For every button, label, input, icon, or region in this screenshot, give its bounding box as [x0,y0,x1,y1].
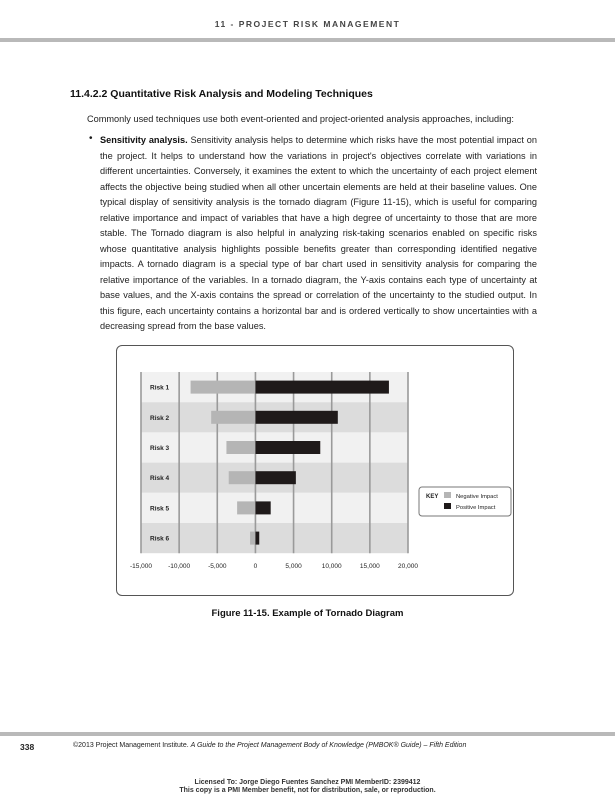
top-rule [0,38,615,42]
footer-credit [73,742,466,749]
negative-impact-bar [226,441,255,454]
license-line-2: This copy is a PMI Member benefit, not for distribution, sale, or reproduction. [179,787,436,794]
category-label: Risk 6 [150,535,170,543]
page-number: 338 [20,742,35,752]
section-heading: 11.4.2.2 Quantitative Risk Analysis and Modeling Techniques [70,88,373,100]
intro-paragraph: Commonly used techniques use both event-oriented and project-oriented analysis approaches, including: [87,114,514,124]
positive-impact-bar [255,411,337,424]
tornado-chart [117,346,515,597]
running-head: 11 - PROJECT RISK MANAGEMENT [214,19,401,29]
x-tick-label: 15,000 [359,563,380,571]
x-tick-label: -15,000 [129,563,153,571]
bullet-paragraph [100,133,537,335]
x-tick-label: -10,000 [168,563,191,571]
bullet-title: Sensitivity analysis. [100,135,188,145]
positive-impact-bar [255,441,320,454]
bullet-body: Sensitivity analysis helps to determine which risks have the most potential impact on the project. It helps to understand how the variations in project's objectives correlate with variations in different uncertainties. Conversely, it examines the extent to which the uncertainty of each project element affects the objective being studied when all other uncertain elements are held at their baseline values. One typical display of sensitivity analysis is the tornado diagram (Figure 11-15), which is useful for comparing relative importance and impact of variables that have a high degree of uncertainty to those that are more stable. The Tornado diagram is also helpful in analyzing risk-taking scenarios enabled on specific risks whose quantitative analysis highlights possible benefits greater than corresponding identified negative impacts. A tornado diagram is a special type of bar chart used in sensitivity analysis for comparing the relative importance of the variables. In a tornado diagram, the Y-axis contains each type of uncertainty at base values, and the X-axis contains the spread or correlation of the uncertainty to the studied output. In this figure, each uncertainty contains a horizontal bar and is ordered vertically to show uncertainties with a decreasing spread from the base values. [100,135,537,331]
negative-impact-bar [191,381,256,394]
legend-swatch-positive [444,503,451,509]
positive-impact-bar [255,381,389,394]
bottom-rule [0,732,615,736]
category-label: Risk 4 [150,475,170,483]
legend-label-negative: Negative Impact [456,494,498,500]
sensitivity-analysis-bullet [89,133,537,335]
category-label: Risk 5 [150,505,170,513]
x-tick-label: 20,000 [398,563,418,571]
x-tick-label: 10,000 [321,563,342,571]
legend-box [419,487,511,516]
category-label: Risk 3 [150,445,170,452]
credit-title: A Guide to the Project Management Body of Knowledge (PMBOK® Guide) – Fifth Edition [190,742,467,749]
license-line-1: Licensed To: Jorge Diego Fuentes Sanchez PMI MemberID: 2399412 [194,779,421,786]
negative-impact-bar [250,532,255,545]
figure-caption: Figure 11-15. Example of Tornado Diagram [211,608,404,619]
negative-impact-bar [237,501,255,514]
tornado-chart-frame [116,345,514,596]
x-tick-label: -5,000 [208,563,227,571]
x-tick-label: 0 [253,563,258,571]
x-tick-label: 5,000 [285,563,302,571]
row-band [141,493,408,523]
category-label: Risk 1 [150,384,170,392]
positive-impact-bar [255,501,270,514]
legend-label-positive: Positive Impact [456,505,496,511]
positive-impact-bar [255,471,295,484]
negative-impact-bar [229,471,256,484]
row-band [141,523,408,553]
negative-impact-bar [211,411,255,424]
category-label: Risk 2 [150,414,170,422]
legend-title: KEY [426,494,439,500]
credit-prefix: ©2013 Project Management Institute. [73,742,191,749]
bullet-dot: • [89,133,93,144]
legend-swatch-negative [444,492,451,498]
positive-impact-bar [255,532,259,545]
